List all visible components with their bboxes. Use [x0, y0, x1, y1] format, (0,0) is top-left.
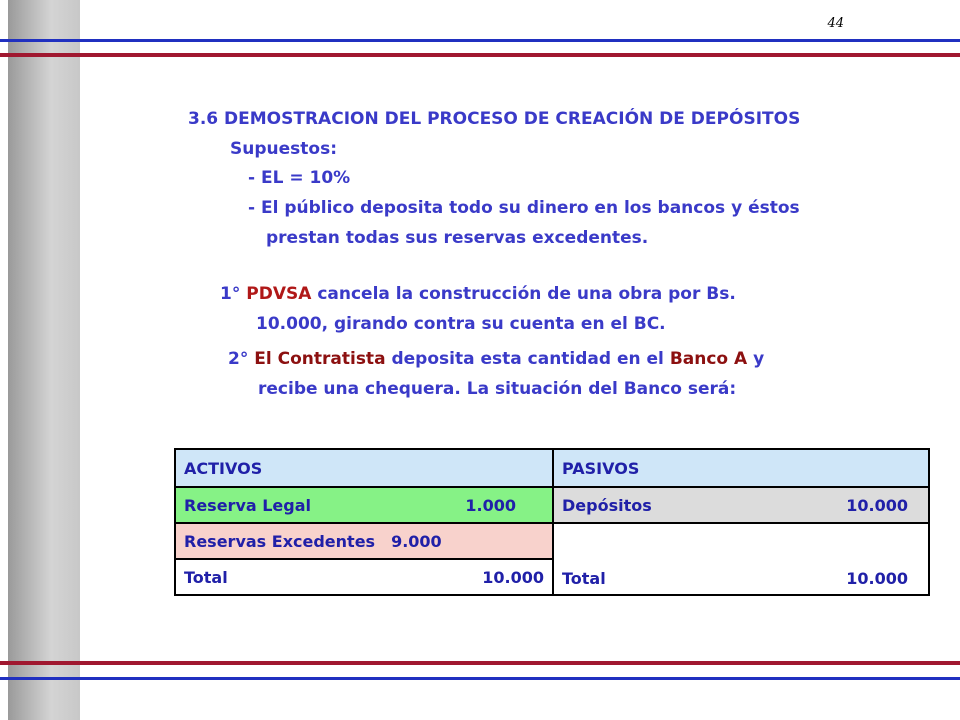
- total-activos-value: 10.000: [482, 567, 544, 587]
- step2-line2: recibe una chequera. La situación del Banco será:: [258, 379, 737, 399]
- reservas-excedentes-label: Reservas Excedentes: [184, 531, 376, 551]
- step1-entity: PDVSA: [246, 284, 312, 304]
- pasivos-total-cell: [553, 523, 929, 595]
- step1-text: cancela la construcción de una obra por Bs.: [311, 284, 736, 304]
- reserva-legal-cell: [175, 487, 553, 523]
- activos-total-cell: [175, 559, 553, 595]
- step1-number: 1°: [220, 284, 241, 304]
- page-number: 44: [827, 16, 844, 31]
- assumption-public-line2: prestan todas sus reservas excedentes.: [266, 228, 649, 248]
- reserva-legal-value: 1.000: [465, 495, 516, 515]
- balance-table: [174, 448, 930, 596]
- reservas-excedentes-cell: [175, 523, 553, 559]
- depositos-cell: [553, 487, 929, 523]
- step2-text-b: y: [747, 349, 765, 369]
- total-pasivos-value: 10.000: [846, 569, 908, 588]
- total-pasivos-label: Total: [562, 569, 606, 588]
- step2-line1: [228, 349, 764, 369]
- section-heading: 3.6 DEMOSTRACION DEL PROCESO DE CREACIÓN DE DEPÓSITOS: [188, 109, 801, 129]
- total-activos-label: Total: [184, 567, 228, 587]
- bottom-red-rule: [0, 661, 960, 665]
- top-blue-rule: [0, 39, 960, 42]
- step1-line2: 10.000, girando contra su cuenta en el BC.: [256, 314, 666, 334]
- step2-text-a: deposita esta cantidad en el: [385, 349, 670, 369]
- step2-entity: El Contratista: [254, 349, 386, 369]
- step2-number: 2°: [228, 349, 249, 369]
- bottom-blue-rule: [0, 677, 960, 680]
- depositos-label: Depósitos: [562, 495, 652, 515]
- top-red-rule: [0, 53, 960, 57]
- pasivos-header: PASIVOS: [553, 449, 929, 487]
- assumption-public-line1: - El público deposita todo su dinero en los bancos y éstos: [248, 198, 800, 218]
- reserva-legal-label: Reserva Legal: [184, 495, 312, 515]
- step2-bank: Banco A: [669, 349, 748, 369]
- assumption-el: - EL = 10%: [248, 168, 351, 188]
- depositos-value: 10.000: [846, 495, 908, 515]
- step1-line1: [220, 284, 736, 304]
- activos-header: ACTIVOS: [175, 449, 553, 487]
- left-sidebar-bar: [8, 0, 80, 720]
- reservas-excedentes-value: 9.000: [391, 531, 442, 551]
- supuestos-label: Supuestos:: [230, 139, 337, 159]
